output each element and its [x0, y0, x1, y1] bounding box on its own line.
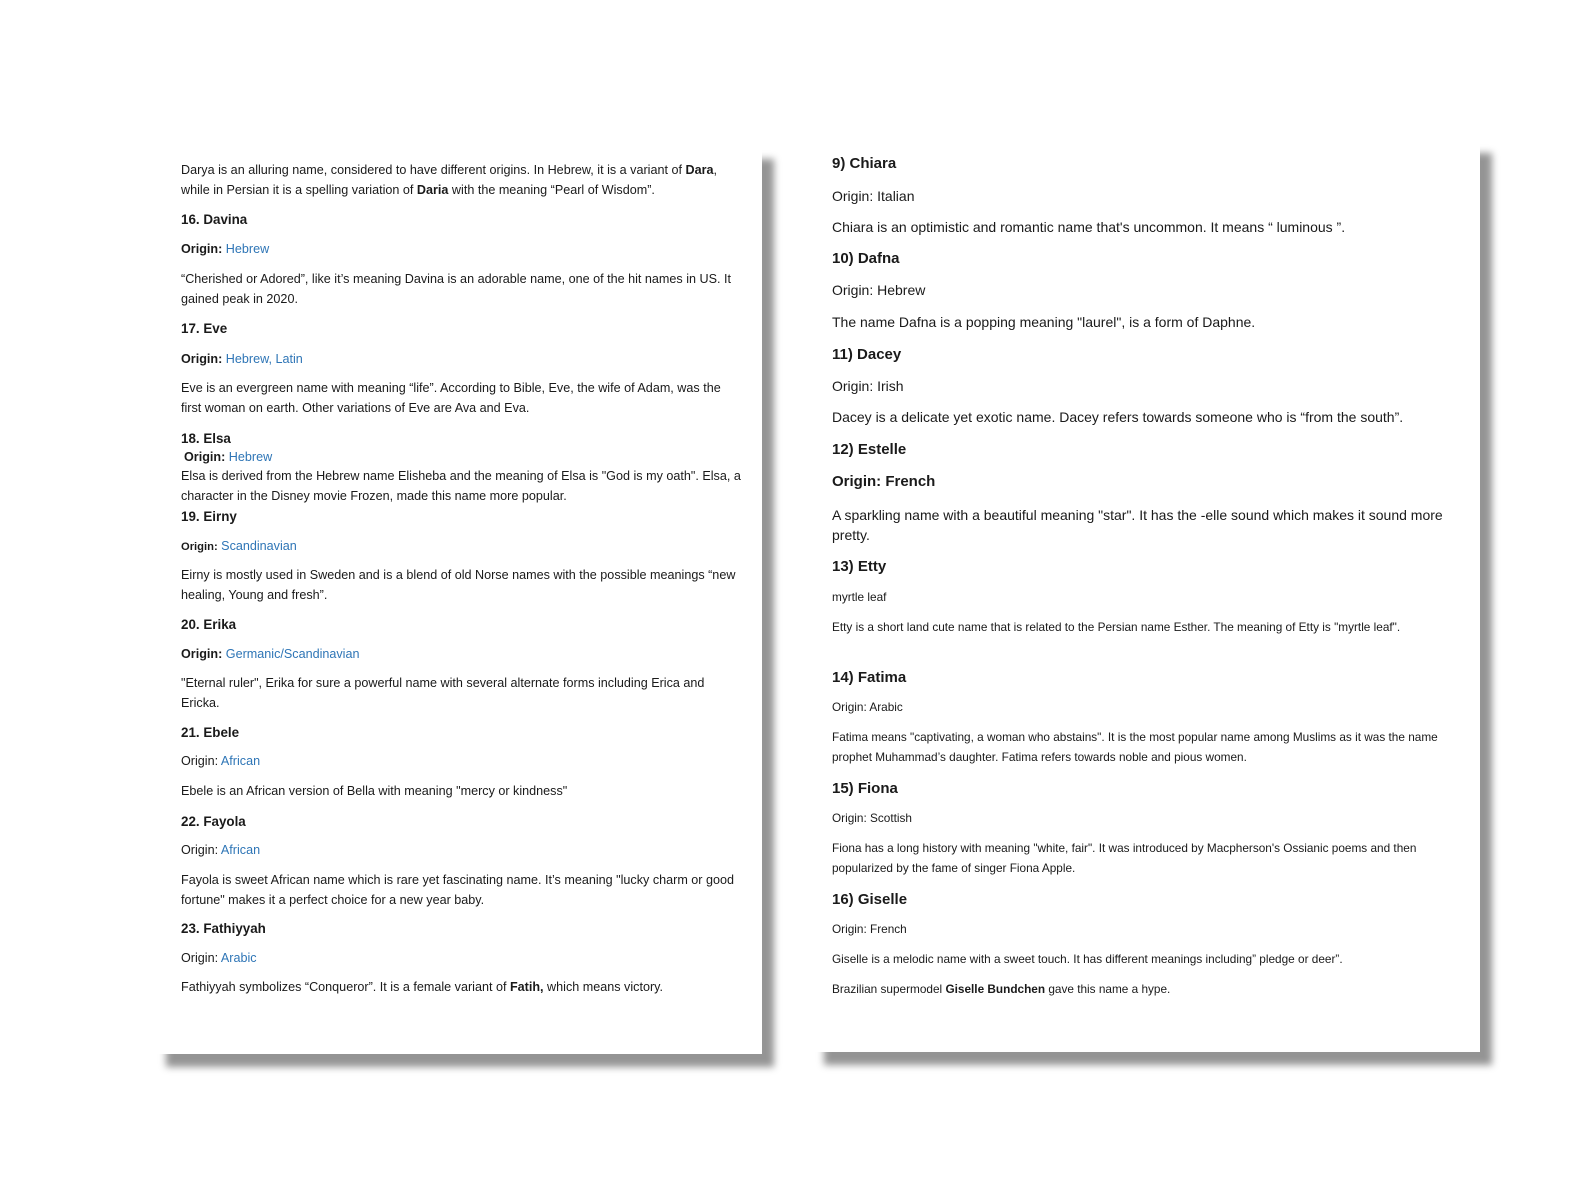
entry-origin: Origin: Arabic: [832, 700, 903, 714]
entry-heading: 13) Etty: [832, 558, 887, 575]
entry-heading: 23. Fathiyyah: [181, 921, 266, 936]
entry-description: “Cherished or Adored”, like it’s meaning Davina is an adorable name, one of the hit names in US. It gained peak in 2020.: [181, 272, 731, 306]
entry-heading: 15) Fiona: [832, 780, 898, 797]
entry-heading: 20. Erika: [181, 617, 237, 632]
entry-heading: 12) Estelle: [832, 441, 907, 458]
entry-description: Elsa is derived from the Hebrew name Elisheba and the meaning of Elsa is "God is my oath". Elsa, a character in the Disney movie Frozen, made this name more popular.: [181, 469, 741, 503]
entry-description: The name Dafna is a popping meaning "laurel", is a form of Daphne.: [832, 314, 1256, 330]
entry-description: Fatima means "captivating, a woman who abstains". It is the most popular name among Muslims as it was the name prophet Muhammad’s daughter. Fatima refers towards noble and pious women.: [832, 730, 1438, 764]
entry-origin: Origin: Scandinavian: [181, 539, 297, 553]
entry-heading: 18. Elsa: [181, 431, 231, 446]
entry-description: Fayola is sweet African name which is rare yet fascinating name. It’s meaning "lucky charm or good fortune" makes it a perfect choice for a new year baby.: [181, 873, 735, 907]
entry-heading: 16) Giselle: [832, 891, 908, 908]
entry-description: Etty is a short land cute name that is related to the Persian name Esther. The meaning of Etty is "myrtle leaf".: [832, 620, 1401, 634]
entry-description: Dacey is a delicate yet exotic name. Dacey refers towards someone who is “from the south”.: [832, 409, 1404, 425]
entry-origin: Origin: French: [832, 922, 907, 936]
intro-paragraph: Darya is an alluring name, considered to have different origins. In Hebrew, it is a variant of Dara, while in Persian it is a spelling variation of Daria with the meaning “Pearl of Wisdom”.: [181, 163, 717, 197]
entry-description: Eirny is mostly used in Sweden and is a blend of old Norse names with the possible meanings “new healing, Young and fresh”.: [181, 568, 736, 602]
entry-heading: 10) Dafna: [832, 250, 900, 267]
entry-description: Eve is an evergreen name with meaning “life”. According to Bible, Eve, the wife of Adam, was the first woman on earth. Other variations of Eve are Ava and Eva.: [181, 381, 721, 415]
right-page: [812, 140, 1480, 1052]
entry-origin: Origin: Arabic: [181, 951, 257, 965]
entry-heading: 16. Davina: [181, 212, 248, 227]
entry-heading: 11) Dacey: [832, 346, 902, 363]
entry-origin: Origin: Hebrew: [181, 242, 270, 256]
entry-origin: myrtle leaf: [832, 590, 887, 604]
entry-origin: Origin: Hebrew, Latin: [181, 352, 303, 366]
entry-origin: Origin: Hebrew: [832, 282, 926, 298]
entry-origin: Origin: Italian: [832, 188, 915, 204]
entry-description: Fathiyyah symbolizes “Conqueror”. It is a female variant of Fatih, which means victory.: [181, 980, 664, 994]
entry-description: Ebele is an African version of Bella with meaning "mercy or kindness": [181, 784, 568, 798]
entry-origin: Origin: Irish: [832, 378, 904, 394]
entry-heading: 17. Eve: [181, 321, 228, 336]
entry-description: Fiona has a long history with meaning "white, fair". It was introduced by Macpherson's Ossianic poems and then popularized by the fame of singer Fiona Apple.: [832, 841, 1417, 875]
entry-heading: 9) Chiara: [832, 155, 897, 172]
entry-origin: Origin: Hebrew: [184, 450, 273, 464]
entry-origin: Origin: African: [181, 843, 261, 857]
entry-origin: Origin: Germanic/Scandinavian: [181, 647, 360, 661]
entry-description: A sparkling name with a beautiful meaning "star". It has the -elle sound which makes it sound more pretty.: [832, 507, 1443, 543]
footer-note: Brazilian supermodel Giselle Bundchen gave this name a hype.: [832, 982, 1171, 996]
left-page: [154, 146, 762, 1054]
entry-heading: 22. Fayola: [181, 814, 246, 829]
entry-origin: Origin: African: [181, 754, 261, 768]
entry-description: "Eternal ruler", Erika for sure a powerful name with several alternate forms including Erica and Ericka.: [181, 676, 705, 710]
entry-description: Giselle is a melodic name with a sweet touch. It has different meanings including” pledge or deer”.: [832, 952, 1343, 966]
entry-description: Chiara is an optimistic and romantic name that's uncommon. It means “ luminous ”.: [832, 219, 1346, 235]
entry-origin: Origin: French: [832, 473, 936, 490]
entry-heading: 19. Eirny: [181, 509, 237, 524]
entry-heading: 21. Ebele: [181, 725, 240, 740]
entry-origin: Origin: Scottish: [832, 811, 912, 825]
entry-heading: 14) Fatima: [832, 669, 907, 686]
